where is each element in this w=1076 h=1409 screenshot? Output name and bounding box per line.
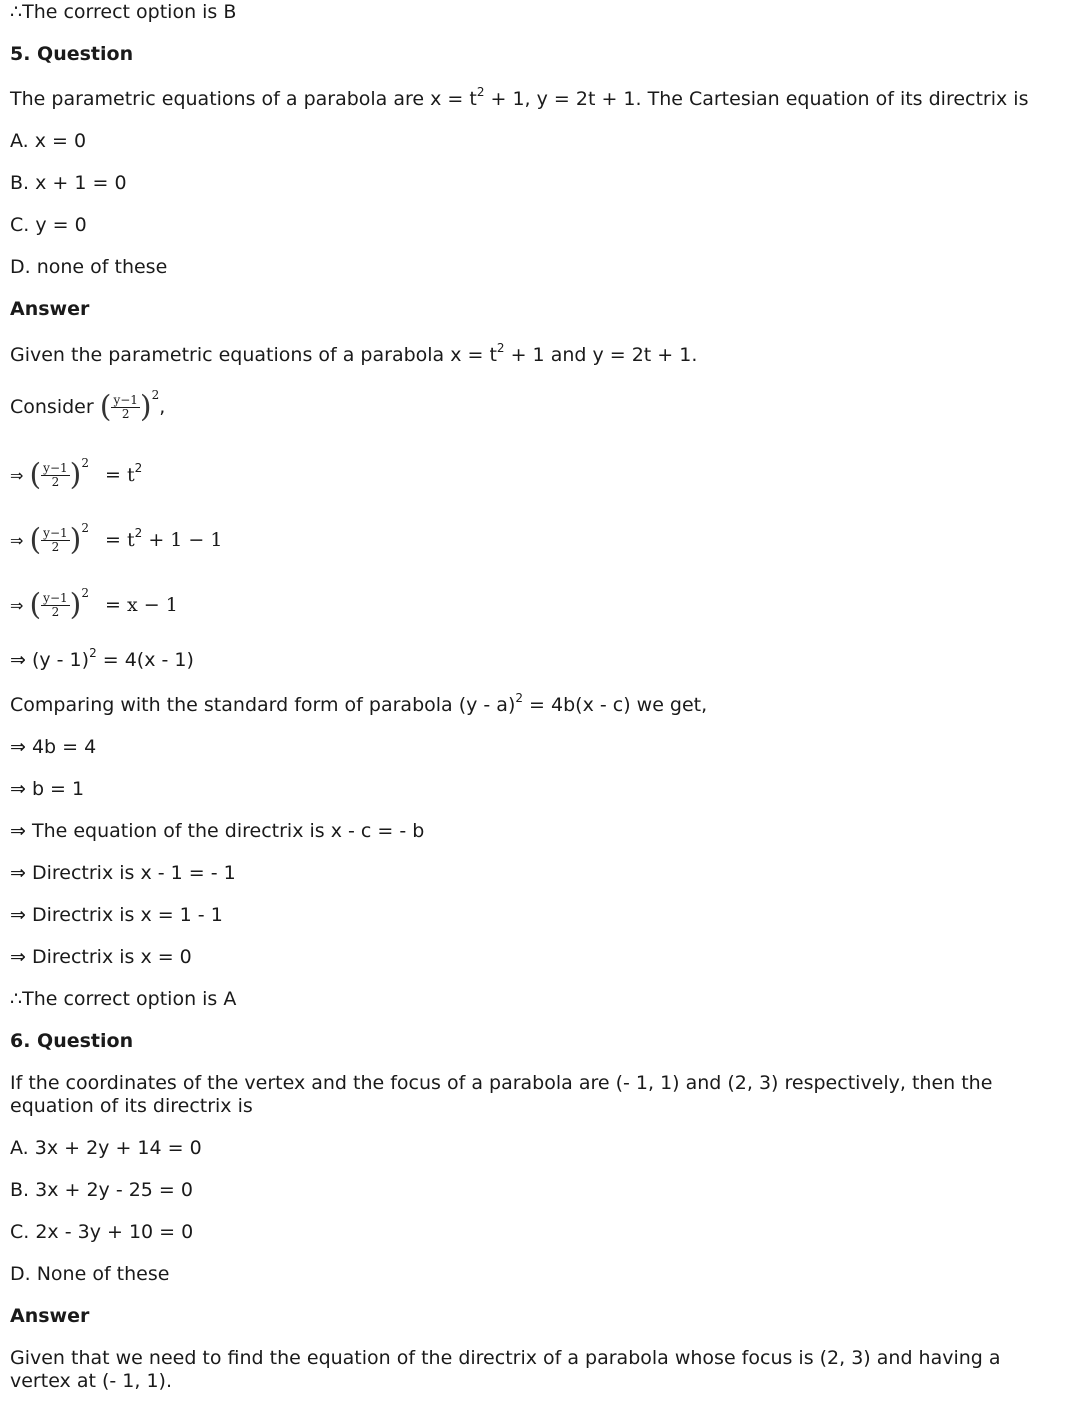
fraction-numerator: y−1 [43, 526, 68, 540]
fraction-denominator: 2 [121, 407, 130, 421]
close-paren: ) [69, 522, 82, 558]
answer-heading-5: Answer [10, 298, 90, 320]
q6-option-b: B. 3x + 2y - 25 = 0 [10, 1179, 193, 1201]
conclusion-5: ∴The correct option is A [10, 988, 237, 1010]
comparison-prefix: Comparing with the standard form of parabola (y - a) [10, 694, 516, 716]
step-1-rhs: = t [105, 464, 135, 486]
q5-exponent: 2 [476, 84, 485, 99]
implies-icon: ⇒ [10, 596, 24, 615]
question-5-text [10, 84, 1029, 111]
open-paren: ( [99, 389, 112, 425]
step-5: ⇒ 4b = 4 [10, 736, 97, 758]
step-4-suffix: = 4(x - 1) [96, 649, 194, 671]
q6-option-c: C. 2x - 3y + 10 = 0 [10, 1221, 194, 1243]
comparison-suffix: = 4b(x - c) we get, [523, 694, 708, 716]
square-exponent: 2 [151, 388, 160, 402]
q5-text-prefix: The parametric equations of a parabola are x = t [10, 88, 477, 110]
implies-icon: ⇒ [10, 531, 24, 550]
consider-label: Consider [10, 396, 94, 418]
step-7: ⇒ The equation of the directrix is x - c = - b [10, 820, 425, 842]
prev-conclusion: ∴The correct option is B [10, 1, 237, 23]
step-10: ⇒ Directrix is x = 0 [10, 946, 192, 968]
close-paren: ) [69, 457, 82, 493]
square-exponent: 2 [81, 521, 89, 535]
comma: , [159, 396, 166, 418]
fraction-numerator: y−1 [113, 393, 138, 407]
step-4-prefix: ⇒ (y - 1) [10, 649, 90, 671]
given5-exponent: 2 [496, 340, 505, 355]
q6-option-d: D. None of these [10, 1263, 170, 1285]
fraction-denominator: 2 [51, 475, 60, 489]
step-2-rhs: = t [105, 529, 135, 551]
question-5-title: 5. Question [10, 43, 134, 65]
step-1 [10, 455, 142, 497]
given-6: Given that we need to find the equation of the directrix of a parabola whose focus is (2, 3) and having a vertex at (- 1, 1). [10, 1347, 1001, 1392]
comparison-line [10, 690, 708, 717]
open-paren: ( [29, 522, 42, 558]
fraction-denominator: 2 [51, 605, 60, 619]
step-3 [10, 585, 178, 627]
open-paren: ( [29, 457, 42, 493]
fraction [41, 527, 69, 554]
close-paren: ) [139, 389, 152, 425]
square-exponent: 2 [81, 456, 89, 470]
option-a: A. x = 0 [10, 130, 87, 152]
consider-line [10, 387, 165, 429]
option-c: C. y = 0 [10, 214, 87, 236]
option-d: D. none of these [10, 256, 168, 278]
open-paren: ( [29, 587, 42, 623]
q5-text-suffix: + 1, y = 2t + 1. The Cartesian equation of its directrix is [484, 88, 1029, 110]
close-paren: ) [69, 587, 82, 623]
given5-prefix: Given the parametric equations of a parabola x = t [10, 344, 497, 366]
implies-icon: ⇒ [10, 466, 24, 485]
step-4-exponent: 2 [89, 645, 97, 660]
fraction [41, 592, 69, 619]
step-9: ⇒ Directrix is x = 1 - 1 [10, 904, 223, 926]
fraction-denominator: 2 [51, 540, 60, 554]
given5-suffix: + 1 and y = 2t + 1. [504, 344, 698, 366]
step-4 [10, 645, 194, 672]
fraction [41, 462, 69, 489]
question-6-text: If the coordinates of the vertex and the focus of a parabola are (- 1, 1) and (2, 3) respectively, then the equation of its directrix is [10, 1072, 993, 1117]
step-2-tail: + 1 − 1 [142, 529, 223, 551]
step-6: ⇒ b = 1 [10, 778, 85, 800]
fraction-numerator: y−1 [43, 461, 68, 475]
comparison-exponent: 2 [515, 690, 524, 705]
q6-option-a: A. 3x + 2y + 14 = 0 [10, 1137, 202, 1159]
square-exponent: 2 [81, 586, 89, 600]
step-3-rhs: = x − 1 [105, 594, 178, 616]
step-8: ⇒ Directrix is x - 1 = - 1 [10, 862, 236, 884]
step-1-exponent: 2 [134, 460, 143, 475]
step-2 [10, 520, 222, 562]
answer-heading-6: Answer [10, 1305, 90, 1327]
fraction [111, 394, 139, 421]
given-5 [10, 340, 698, 367]
question-6-title: 6. Question [10, 1030, 134, 1052]
step-2-exponent: 2 [134, 525, 143, 540]
option-b: B. x + 1 = 0 [10, 172, 127, 194]
fraction-numerator: y−1 [43, 591, 68, 605]
